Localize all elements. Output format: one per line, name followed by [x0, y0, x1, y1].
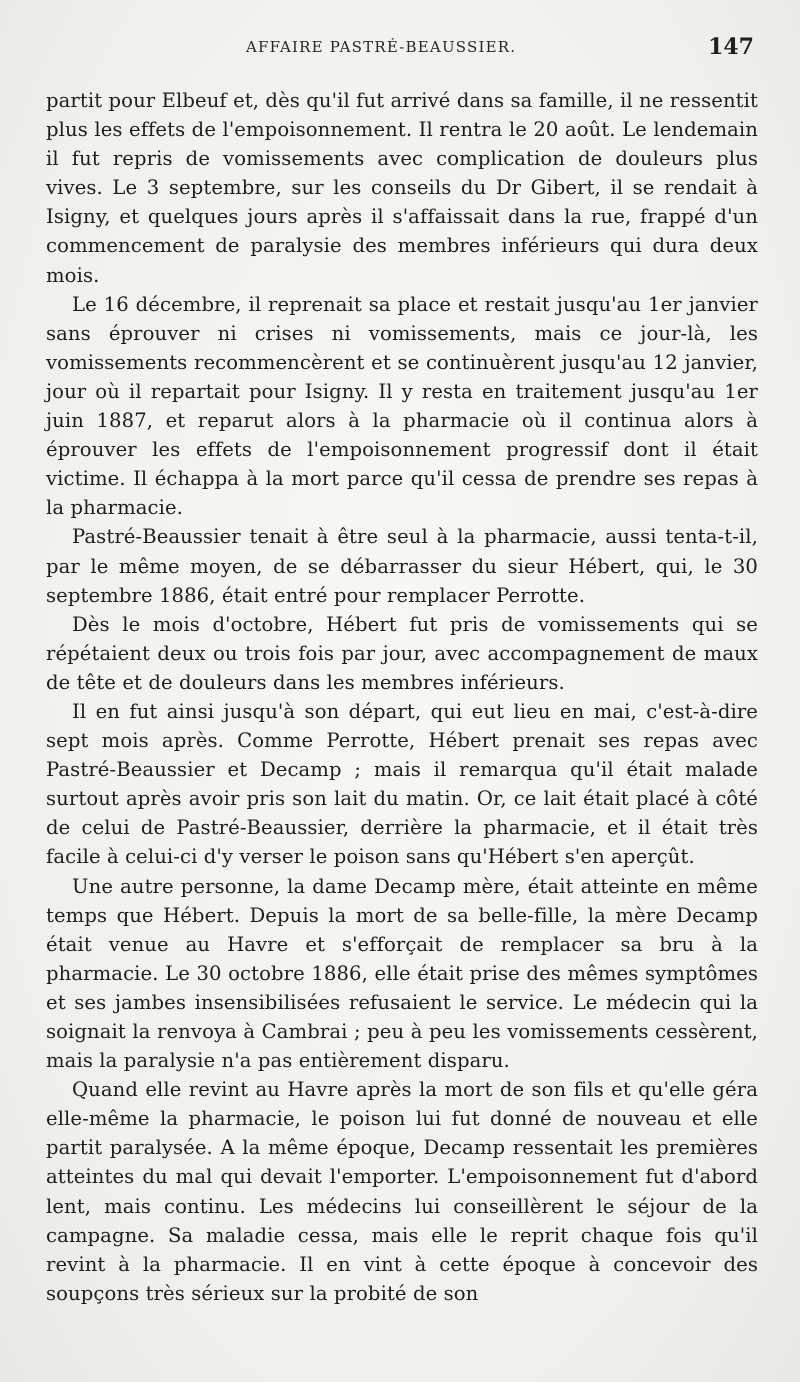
paragraph-7: Quand elle revint au Havre après la mort de son fils et qu'elle géra elle-même la pharmacie, le poison lui fut donné de nouveau et elle partit paralysée. A la même époque, Decamp ressentait les premières atteintes du mal qui devait l'emporter. L'empoisonnement fut d'abord lent, mais continu. Les médecins lui conseillèrent le séjour de la campagne. Sa maladie cessa, mais elle le reprit chaque fois qu'il revint à la pharmacie. Il en vint à cette époque à concevoir des soupçons très sérieux sur la probité de son — [46, 1078, 758, 1305]
body-text — [46, 86, 758, 1308]
running-head: AFFAIRE PASTRÉ-BEAUSSIER. — [246, 38, 517, 56]
page-number: 147 — [708, 34, 754, 60]
paragraph-2: Le 16 décembre, il reprenait sa place et restait jusqu'au 1er janvier sans éprouver ni crises ni vomissements, mais ce jour-là, les vomissements recommencèrent et se continuèrent jusqu'au 12 janvier, jour où il repartait pour Isigny. Il y resta en traitement jusqu'au 1er juin 1887, et reparut alors à la pharmacie où il continua alors à éprouver les effets de l'empoisonnement progressif dont il était victime. Il échappa à la mort parce qu'il cessa de prendre ses repas à la pharmacie. — [46, 292, 758, 520]
paragraph-1: partit pour Elbeuf et, dès qu'il fut arrivé dans sa famille, il ne ressentit plus les effets de l'empoisonnement. Il rentra le 20 août. Le lendemain il fut repris de vomissements avec complication de douleurs plus vives. Le 3 septembre, sur les conseils du Dr Gibert, il se rendait à Isigny, et quelques jours après il s'affaissait dans la rue, frappé d'un commencement de paralysie des membres inférieurs qui dura deux mois. — [46, 89, 758, 287]
paragraph-6: Une autre personne, la dame Decamp mère, était atteinte en même temps que Hébert. Depuis la mort de sa belle-fille, la mère Decamp était venue au Havre et s'efforçait de remplacer sa bru à la pharmacie. Le 30 octobre 1886, elle était prise des mêmes symptômes et ses jambes insensibilisées refusaient le service. Le médecin qui la soignait la renvoya à Cambrai ; peu à peu les vomissements cessèrent, mais la paralysie n'a pas entièrement disparu. — [46, 874, 758, 1073]
paragraph-5: Il en fut ainsi jusqu'à son départ, qui eut lieu en mai, c'est-à-dire sept mois après. Comme Perrotte, Hébert prenait ses repas avec Pastré-Beaussier et Decamp ; mais il remarqua qu'il était malade surtout après avoir pris son lait du matin. Or, ce lait était placé à côté de celui de Pastré-Beaussier, derrière la pharmacie, et il était très facile à celui-ci d'y verser le poison sans qu'Hébert s'en aperçût. — [46, 699, 758, 869]
paragraph-3: Pastré-Beaussier tenait à être seul à la pharmacie, aussi tenta-t-il, par le même moyen, de se débarrasser du sieur Hébert, qui, le 30 septembre 1886, était entré pour remplacer Perrotte. — [46, 525, 758, 607]
paragraph-4: Dès le mois d'octobre, Hébert fut pris de vomissements qui se répétaient deux ou trois fois par jour, avec accompagnement de maux de tête et de douleurs dans les membres inférieurs. — [46, 612, 758, 694]
page-header — [46, 36, 760, 66]
